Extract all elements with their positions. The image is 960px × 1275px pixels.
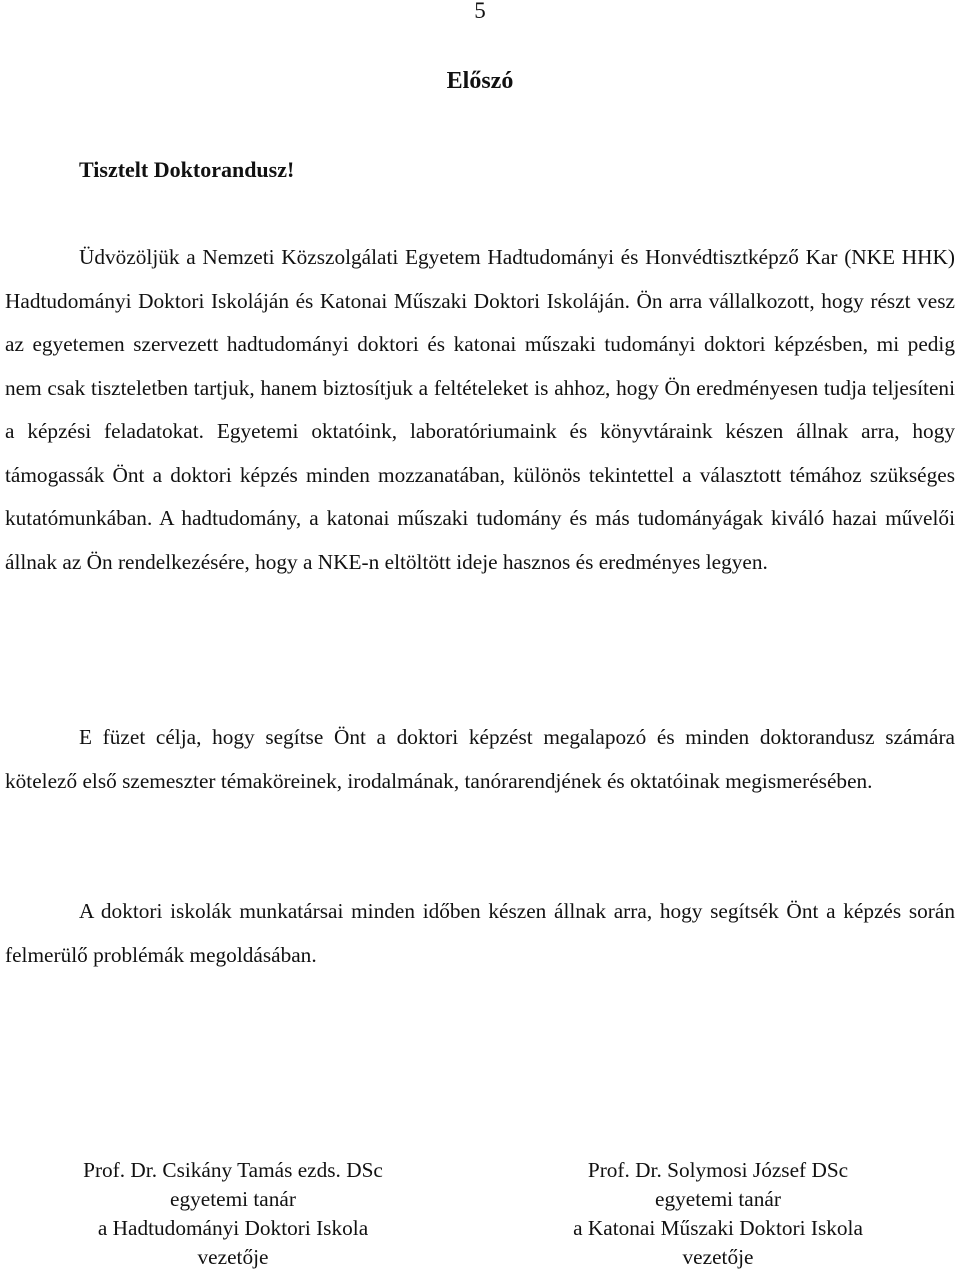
paragraph-support: A doktori iskolák munkatársai minden időben készen állnak arra, hogy segítsék Önt a képzés során felmerülő problémák megoldásában. <box>5 899 955 967</box>
signatory-school: a Hadtudományi Doktori Iskola <box>97 1216 369 1240</box>
signatory-name: Prof. Dr. Solymosi József DSc <box>587 1158 849 1182</box>
signature-block-left <box>48 1156 418 1272</box>
paragraph-welcome: Üdvözöljük a Nemzeti Közszolgálati Egyetem Hadtudományi és Honvédtisztképző Kar (NKE HHK) Hadtudományi Doktori Iskoláján és Katonai Műszaki Doktori Iskoláján. Ön arra vállalkozott, hogy részt vesz az egyetemen szervezett hadtudományi doktori és katonai műszaki tudományi doktori képzésben, mi pedig nem csak tiszteletben tartjuk, hanem biztosítjuk a feltételeket is ahhoz, hogy Ön eredményesen tudja teljesíteni a képzési feladatokat. Egyetemi oktatóink, laboratóriumaink és könyvtáraink készen állnak arra, hogy támogassák Önt a doktori képzés minden mozzanatában, különös tekintettel a választott témához szükséges kutatómunkában. A hadtudomány, a katonai műszaki tudomány és más tudományágak kiváló hazai művelői állnak az Ön rendelkezésére, hogy a NKE-n eltöltött ideje hasznos és eredményes legyen. <box>5 245 955 574</box>
page-title: Előszó <box>446 68 514 94</box>
salutation: Tisztelt Doktorandusz! <box>79 157 295 182</box>
signatory-position: egyetemi tanár <box>170 1187 296 1211</box>
signatory-school: a Katonai Műszaki Doktori Iskola <box>573 1216 863 1240</box>
signatory-name: Prof. Dr. Csikány Tamás ezds. DSc <box>83 1158 383 1182</box>
paragraph-purpose: E füzet célja, hogy segítse Önt a doktori képzést megalapozó és minden doktorandusz számára kötelező első szemeszter témaköreinek, irodalmának, tanórarendjének és oktatóinak megismerésében. <box>5 725 955 793</box>
signatory-role: vezetője <box>682 1245 754 1269</box>
signatory-role: vezetője <box>197 1245 269 1269</box>
page-number: 5 <box>474 0 486 23</box>
signatory-position: egyetemi tanár <box>655 1187 781 1211</box>
signature-block-right <box>533 1156 903 1272</box>
